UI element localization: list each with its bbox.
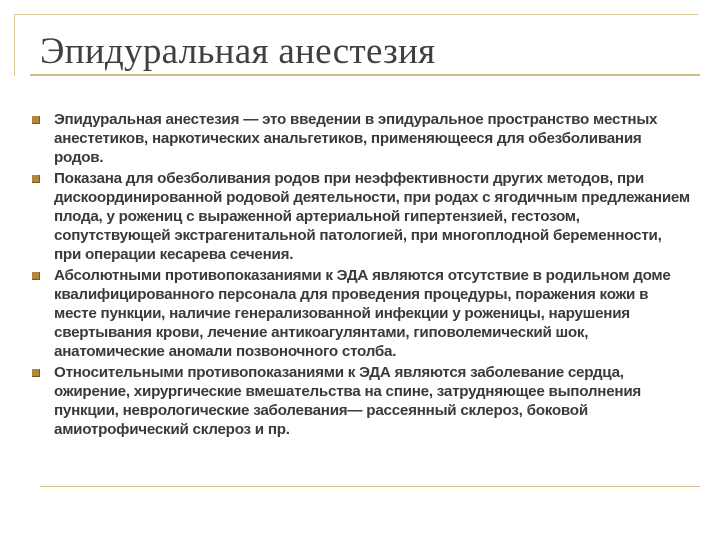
slide-title: Эпидуральная анестезия [40, 31, 436, 72]
bullet-text: Эпидуральная анестезия — это введении в эпидуральное пространство местных анестетиков, наркотических анальгетиков, применяющееся для обезболивания родов. [54, 111, 658, 166]
bullet-item [30, 363, 690, 439]
bullet-list [30, 110, 690, 441]
bullet-item [30, 110, 690, 167]
square-bullet-icon [32, 369, 40, 377]
bottom-divider [40, 486, 700, 487]
title-underline [30, 74, 700, 76]
square-bullet-icon [32, 175, 40, 183]
square-bullet-icon [32, 272, 40, 280]
bullet-text: Относительными противопоказаниями к ЭДА являются заболевание сердца, ожирение, хирургические вмешательства на спине, затрудняющее выполнения пункции, неврологические заболевания— рассеянный склероз, боковой амиотрофический склероз и пр. [54, 364, 642, 438]
bullet-item [30, 266, 690, 361]
bullet-item [30, 169, 690, 264]
bullet-text: Показана для обезболивания родов при неэффективности других методов, при дискоординированной родовой деятельности, при родах с ягодичным предлежанием плода, у рожениц с выраженной артериальной гипертензией, гестозом, сопутствующей экстрагенитальной патологией, при многоплодной беременности, при операции кесарева сечения. [54, 170, 690, 263]
bullet-text: Абсолютными противопоказаниями к ЭДА являются отсутствие в родильном доме квалифицированного персонала для проведения процедуры, поражения кожи в месте пункции, наличие генерализованной инфекции у роженицы, нарушения свертывания крови, лечение антикоагулянтами, гиповолемический шок, анатомические аномали позвоночного столба. [54, 267, 671, 360]
square-bullet-icon [32, 116, 40, 124]
